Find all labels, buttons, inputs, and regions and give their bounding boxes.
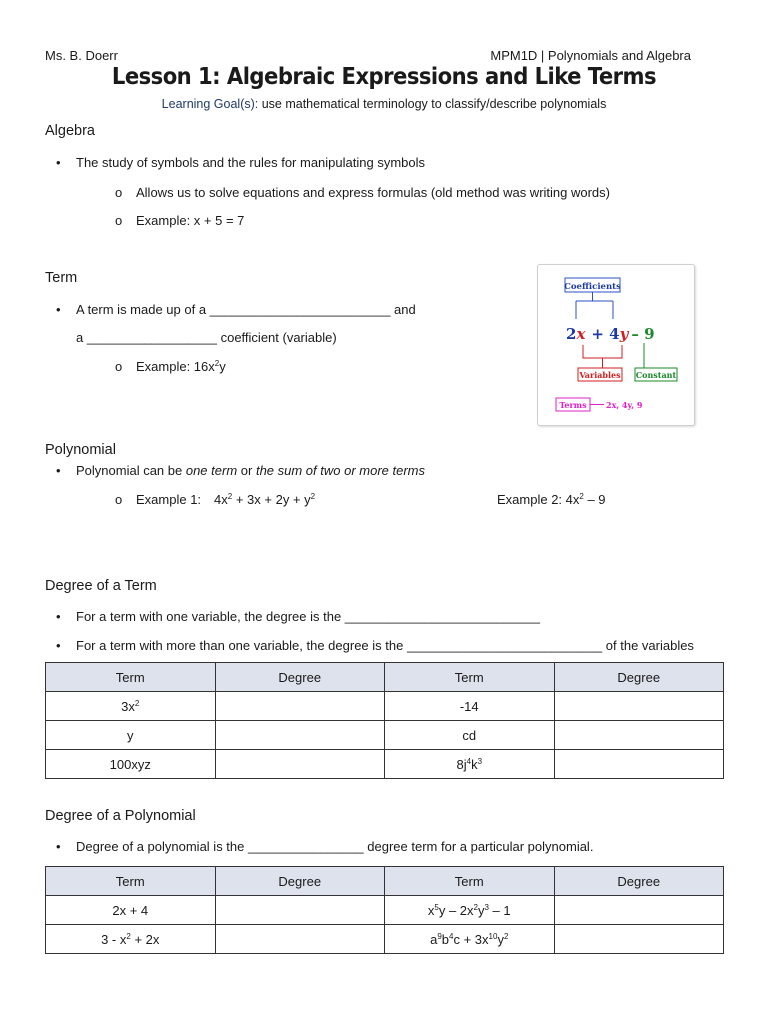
learning-goal [0, 97, 768, 111]
learning-goal-text: use mathematical terminology to classify/describe polynomials [258, 97, 607, 111]
coefficients-label: Coefficients [564, 282, 621, 292]
terms-diagram [537, 264, 695, 426]
column-header: Term [385, 867, 555, 896]
degree-answer-cell[interactable] [215, 721, 385, 750]
degree-answer-cell[interactable] [215, 896, 385, 925]
term-cell: $a^9b^4c + 3x^{10}y^2$ [385, 925, 555, 954]
terms-diagram-svg [538, 265, 694, 425]
degree-polynomial-bullet-text: Degree of a polynomial is the ________________ degree term for a particular polynomial. [76, 839, 594, 854]
teacher-name: Ms. B. Doerr [45, 48, 118, 63]
term-cell: y [46, 721, 216, 750]
algebra-sub-1-text: Allows us to solve equations and express formulas (old method was writing words) [136, 185, 610, 200]
algebra-heading: Algebra [45, 123, 95, 139]
table-row [46, 896, 724, 925]
algebra-sub-2: o Example: x + 5 = 7 [115, 213, 245, 228]
degree-answer-cell[interactable] [554, 925, 724, 954]
table-row [46, 925, 724, 954]
column-header: Degree [215, 867, 385, 896]
course-name: MPM1D | Polynomials and Algebra [490, 48, 691, 63]
polynomial-example-2: Example 2: $4x^2 - 9$ [497, 492, 606, 507]
degree-term-bullet-2-text: For a term with more than one variable, the degree is the ___________________________ of the variables [76, 638, 694, 653]
variables-label: Variables [579, 370, 621, 380]
variables-bracket [583, 345, 622, 368]
algebra-example: Example: x + 5 = 7 [136, 213, 245, 228]
page-title: Lesson 1: Algebraic Expressions and Like Terms [111, 64, 657, 90]
term-cell: $3x^2$ [46, 692, 216, 721]
degree-answer-cell[interactable] [215, 925, 385, 954]
degree-answer-cell[interactable] [554, 692, 724, 721]
degree-term-table [45, 662, 724, 779]
table-header-row [46, 867, 724, 896]
column-header: Term [46, 867, 216, 896]
learning-goal-label: Learning Goal(s): [161, 97, 259, 111]
coefficients-bracket [576, 292, 613, 319]
term-line-2: a __________________ coefficient (variable) [76, 330, 337, 345]
term-heading: Term [45, 270, 78, 286]
degree-polynomial-heading: Degree of a Polynomial [45, 808, 196, 824]
table-row [46, 721, 724, 750]
degree-answer-cell[interactable] [554, 896, 724, 925]
algebra-bullet-text: The study of symbols and the rules for manipulating symbols [76, 155, 426, 170]
terms-list: 2x, 4y, 9 [606, 400, 643, 410]
degree-polynomial-table [45, 866, 724, 954]
degree-term-bullet-1-text: For a term with one variable, the degree is the ___________________________ [76, 609, 541, 624]
table-header-row [46, 663, 724, 692]
term-cell: $3 - x^2 + 2x$ [46, 925, 216, 954]
column-header: Degree [554, 663, 724, 692]
column-header: Degree [215, 663, 385, 692]
polynomial-example-1: o Example 1: $4x^2 + 3x + 2y + y^2$ [115, 492, 316, 507]
table-row [46, 750, 724, 779]
constant-label: Constant [635, 370, 677, 380]
degree-answer-cell[interactable] [215, 692, 385, 721]
degree-answer-cell[interactable] [554, 750, 724, 779]
term-cell: cd [385, 721, 555, 750]
degree-term-heading: Degree of a Term [45, 578, 157, 594]
term-cell: $x^5y - 2x^2y^3 - 1$ [385, 896, 555, 925]
term-example: o Example: $16x^2y$ [115, 359, 226, 374]
term-cell: -14 [385, 692, 555, 721]
term-cell: 2x + 4 [46, 896, 216, 925]
term-cell: $8j^4k^3$ [385, 750, 555, 779]
expression: 2x + 4y – 9 [566, 325, 655, 343]
terms-label: Terms [559, 400, 587, 410]
column-header: Degree [554, 867, 724, 896]
polynomial-heading: Polynomial [45, 442, 116, 458]
column-header: Term [385, 663, 555, 692]
term-cell: 100xyz [46, 750, 216, 779]
table-row [46, 692, 724, 721]
degree-answer-cell[interactable] [554, 721, 724, 750]
polynomial-bullet-text: Polynomial can be one term or the sum of two or more terms [76, 463, 426, 478]
term-bullet-text: A term is made up of a _________________________ and [76, 302, 416, 317]
degree-answer-cell[interactable] [215, 750, 385, 779]
column-header: Term [46, 663, 216, 692]
algebra-sub-1: o Allows us to solve equations and express formulas (old method was writing words) [115, 185, 610, 200]
